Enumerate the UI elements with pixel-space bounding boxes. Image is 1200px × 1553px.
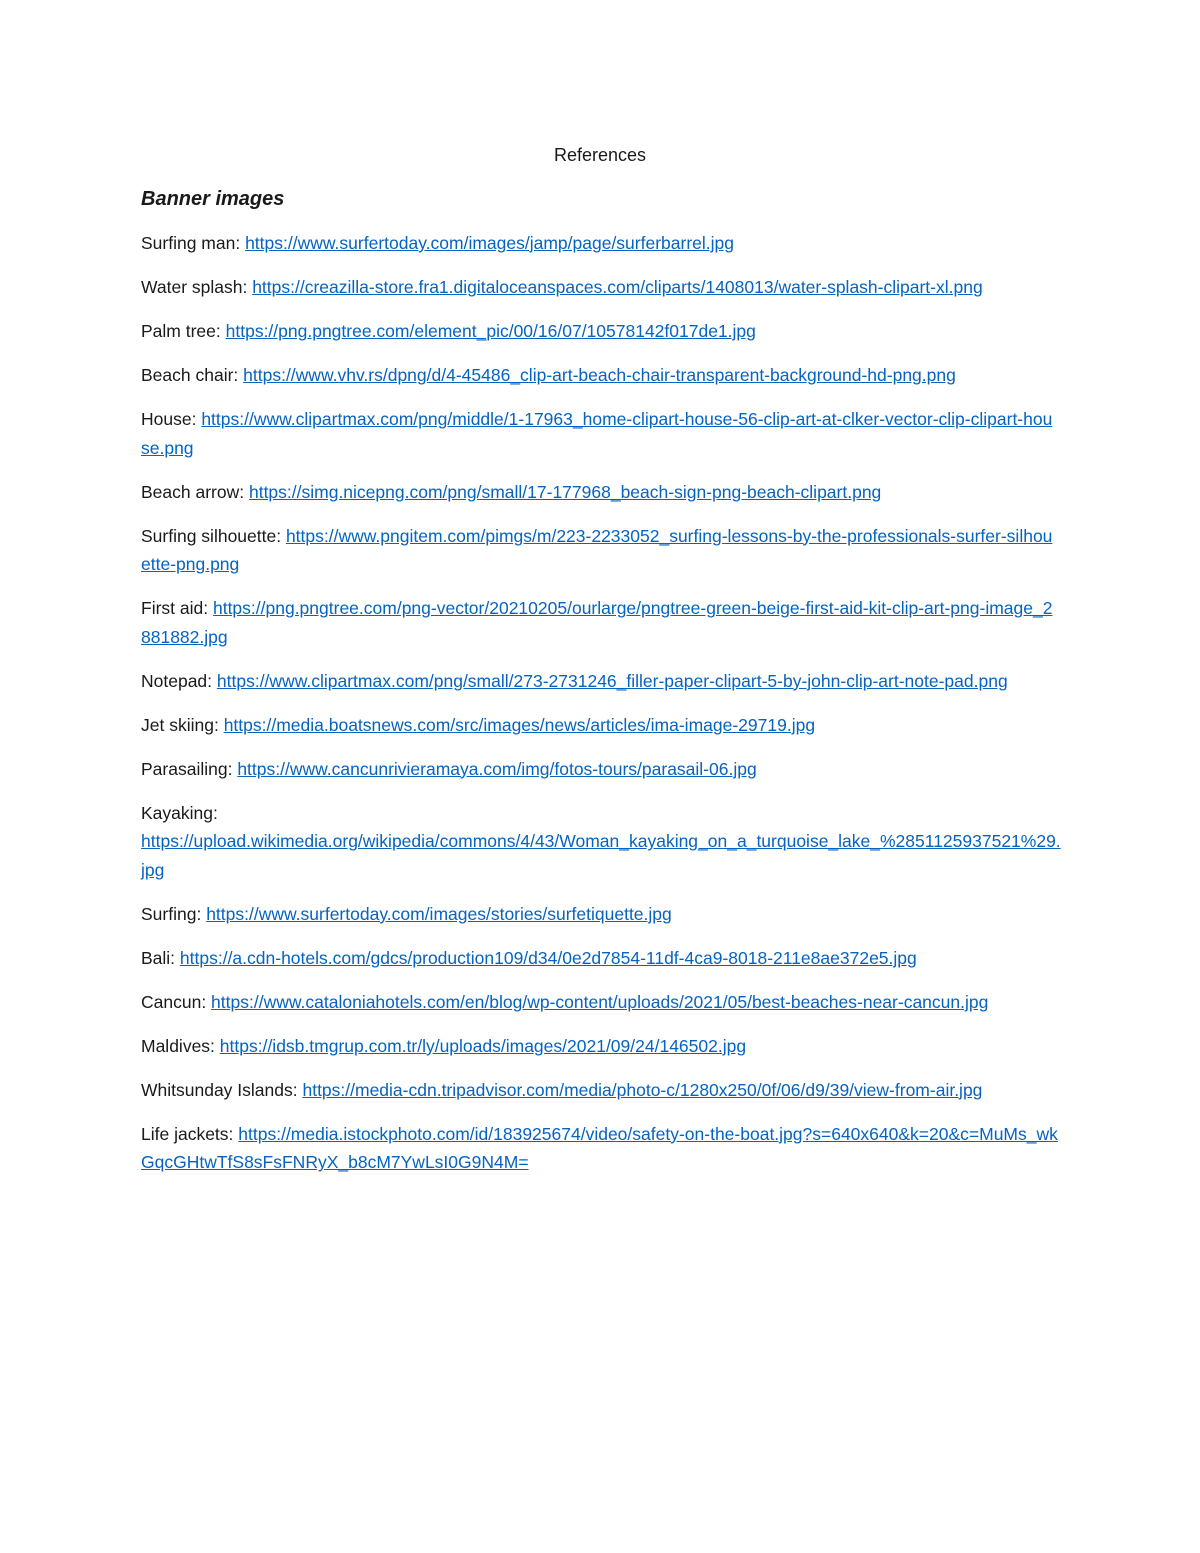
reference-item <box>141 799 1061 885</box>
reference-link[interactable]: https://media-cdn.tripadvisor.com/media/photo-c/1280x250/0f/06/d9/39/view-from-air.jpg <box>302 1079 983 1100</box>
reference-item <box>141 1076 1061 1105</box>
reference-item <box>141 988 1061 1017</box>
reference-label: Bali: <box>141 947 180 968</box>
reference-item <box>141 522 1061 579</box>
reference-link[interactable]: https://media.istockphoto.com/id/183925674/video/safety-on-the-boat.jpg?s=640x640&k=20&c=MuMs_wkGqcGHtwTfS8sFsFNRyX_b8cM7YwLsI0G9N4M= <box>141 1123 1058 1173</box>
reference-label: Parasailing: <box>141 758 238 779</box>
reference-item <box>141 478 1061 507</box>
reference-link[interactable]: https://www.clipartmax.com/png/small/273-2731246_filler-paper-clipart-5-by-john-clip-art-note-pad.png <box>216 670 1008 691</box>
reference-label: Cancun: <box>141 991 212 1012</box>
reference-label: Whitsunday Islands: <box>141 1079 303 1100</box>
reference-item <box>141 755 1061 784</box>
reference-link[interactable]: https://www.pngitem.com/pimgs/m/223-2233052_surfing-lessons-by-the-professionals-surfer-silhouette-png.png <box>141 525 1053 575</box>
reference-item <box>141 1032 1061 1061</box>
reference-item <box>141 944 1061 973</box>
reference-link[interactable]: https://simg.nicepng.com/png/small/17-177968_beach-sign-png-beach-clipart.png <box>248 481 882 502</box>
reference-link[interactable]: https://www.vhv.rs/dpng/d/4-45486_clip-art-beach-chair-transparent-background-hd-png.png <box>243 364 956 385</box>
reference-link[interactable]: https://media.boatsnews.com/src/images/news/articles/ima-image-29719.jpg <box>223 714 816 735</box>
reference-link[interactable]: https://www.surfertoday.com/images/stories/surfetiquette.jpg <box>206 903 672 924</box>
reference-link[interactable]: https://www.cataloniahotels.com/en/blog/wp-content/uploads/2021/05/best-beaches-near-cancun.jpg <box>211 991 989 1012</box>
reference-item <box>141 711 1061 740</box>
reference-link[interactable]: https://creazilla-store.fra1.digitaloceanspaces.com/cliparts/1408013/water-splash-clipart-xl.png <box>252 276 983 297</box>
reference-label: First aid: <box>141 598 213 619</box>
reference-item <box>141 405 1061 462</box>
reference-item <box>141 1120 1061 1177</box>
reference-label: Beach chair: <box>141 364 244 385</box>
reference-item <box>141 900 1061 929</box>
reference-link[interactable]: https://a.cdn-hotels.com/gdcs/production109/d34/0e2d7854-11df-4ca9-8018-211e8ae372e5.jpg <box>179 947 917 968</box>
reference-label: Jet skiing: <box>141 714 224 735</box>
reference-label: Life jackets: <box>141 1123 239 1144</box>
reference-link[interactable]: https://www.cancunrivieramaya.com/img/fotos-tours/parasail-06.jpg <box>237 758 757 779</box>
reference-item <box>141 273 1061 302</box>
reference-link[interactable]: https://png.pngtree.com/element_pic/00/16/07/10578142f017de1.jpg <box>225 320 756 341</box>
reference-label: Surfing: <box>141 903 207 924</box>
reference-link[interactable]: https://png.pngtree.com/png-vector/20210205/ourlarge/pngtree-green-beige-first-aid-kit-clip-art-png-image_2881882.jpg <box>141 598 1053 647</box>
reference-label: Water splash: <box>141 276 253 297</box>
reference-label: Surfing silhouette: <box>141 525 286 546</box>
reference-link[interactable]: https://upload.wikimedia.org/wikipedia/commons/4/43/Woman_kayaking_on_a_turquoise_lake_%2851125937521%29.jpg <box>141 831 1061 880</box>
reference-item <box>141 594 1061 651</box>
reference-item <box>141 361 1061 390</box>
section-heading: Banner images <box>141 188 285 210</box>
reference-label: Notepad: <box>141 670 217 691</box>
reference-item <box>141 317 1061 346</box>
reference-item <box>141 229 1061 258</box>
page-title: References <box>553 145 647 165</box>
reference-item <box>141 667 1061 696</box>
reference-label: Kayaking: <box>141 802 218 823</box>
reference-label: Maldives: <box>141 1035 220 1056</box>
reference-label: Palm tree: <box>141 320 226 341</box>
reference-link[interactable]: https://www.surfertoday.com/images/jamp/page/surferbarrel.jpg <box>245 233 734 253</box>
reference-label: Beach arrow: <box>141 481 249 502</box>
reference-label: House: <box>141 408 202 429</box>
reference-link[interactable]: https://www.clipartmax.com/png/middle/1-17963_home-clipart-house-56-clip-art-at-clker-vector-clip-clipart-house.png <box>141 408 1053 458</box>
reference-link[interactable]: https://idsb.tmgrup.com.tr/ly/uploads/images/2021/09/24/146502.jpg <box>219 1035 747 1056</box>
reference-label: Surfing man: <box>141 233 246 253</box>
reference-list <box>141 229 1061 1192</box>
